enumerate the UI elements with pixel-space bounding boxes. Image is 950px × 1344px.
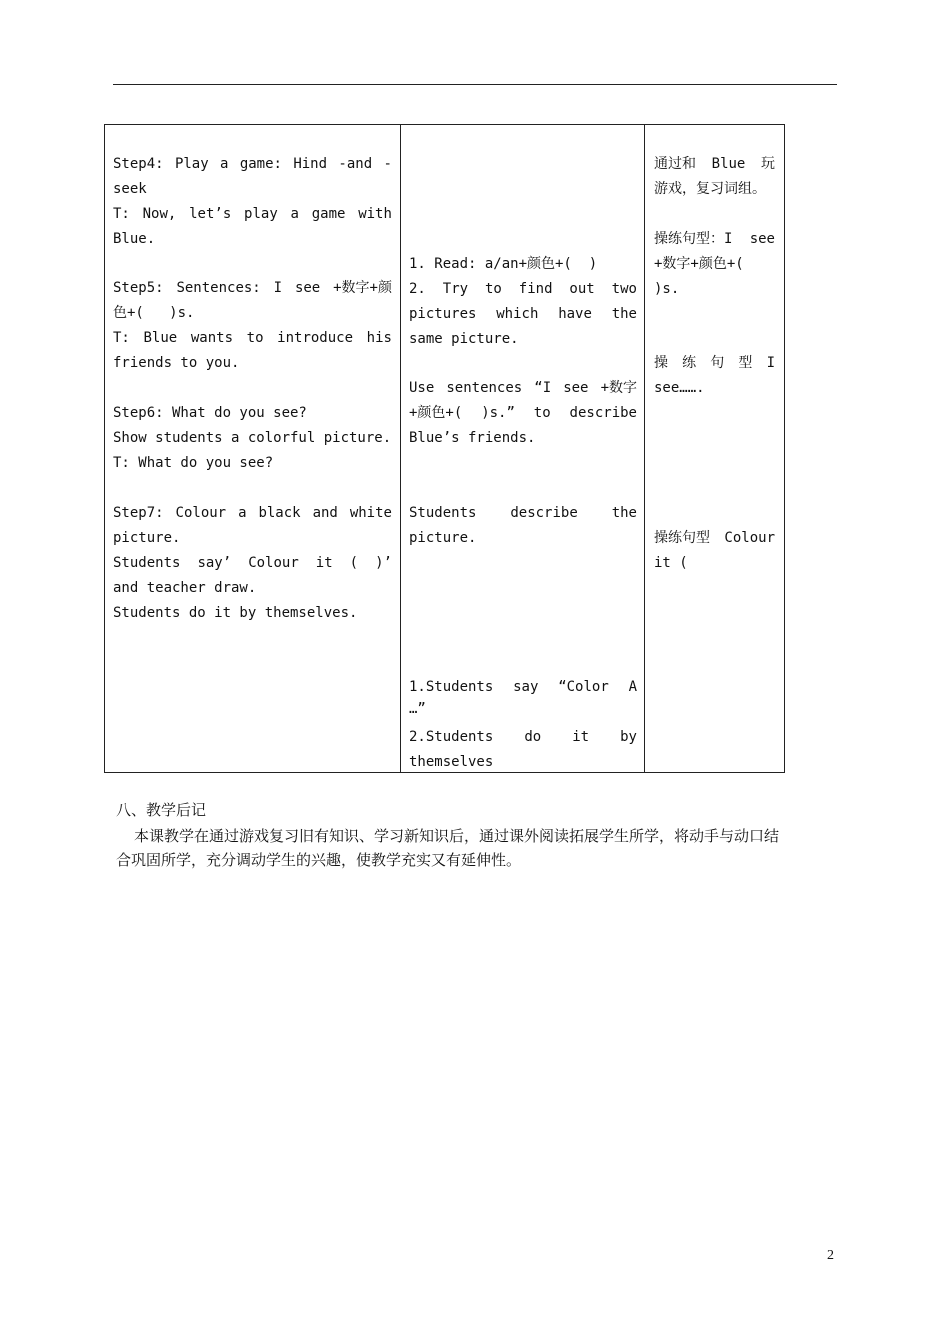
- page-number: 2: [827, 1248, 834, 1263]
- col2-text-line: Blue’s friends.: [409, 430, 536, 446]
- col1-text-line: Step5: Sentences: I see +数字+颜: [113, 280, 392, 296]
- purpose-column: [645, 125, 784, 772]
- col1-text-line: Students say’ Colour it ( )’: [113, 555, 392, 571]
- col3-text-line: 操 练 句 型 I: [654, 355, 775, 371]
- col2-text-line: 2. Try to find out two: [409, 281, 637, 297]
- col3-text-line: it (: [654, 555, 688, 571]
- col2-text-line: 1. Read: a/an+颜色+( ): [409, 256, 598, 272]
- col1-text-line: Blue.: [113, 231, 156, 247]
- reflection-paragraph-line: 合巩固所学，充分调动学生的兴趣，使教学充实又有延伸性。: [116, 851, 522, 869]
- col2-text-line: +颜色+( )s.” to describe: [409, 405, 637, 421]
- col1-text-line: picture.: [113, 530, 181, 546]
- col1-text-line: seek: [113, 181, 147, 197]
- col3-text-line: 通过和 Blue 玩: [654, 156, 775, 172]
- col1-text-line: and teacher draw.: [113, 580, 257, 596]
- teacher-activity-column: [105, 125, 401, 772]
- col2-text-line: same picture.: [409, 331, 519, 347]
- col2-text-line: themselves: [409, 754, 494, 770]
- col3-text-line: +数字+颜色+(: [654, 256, 744, 272]
- col1-text-line: Step6: What do you see?: [113, 405, 307, 421]
- col1-text-line: T: Now, let’s play a game with: [113, 206, 392, 222]
- col1-text-line: T: What do you see?: [113, 455, 274, 471]
- col3-text-line: 操练句型：I see: [654, 231, 775, 247]
- col2-text-line: Students describe the: [409, 505, 637, 521]
- col1-text-line: T: Blue wants to introduce his: [113, 330, 392, 346]
- col1-text-line: friends to you.: [113, 355, 240, 371]
- col3-text-line: 游戏，复习词组。: [654, 181, 766, 197]
- col2-text-line: …”: [409, 701, 426, 717]
- col1-text-line: Step4: Play a game: Hind -and -: [113, 156, 392, 172]
- col1-text-line: Students do it by themselves.: [113, 605, 358, 621]
- col3-text-line: )s.: [654, 281, 680, 297]
- lesson-table: [104, 124, 785, 773]
- col2-text-line: 2.Students do it by: [409, 729, 637, 745]
- col2-text-line: Use sentences “I see +数字: [409, 380, 637, 396]
- col2-text-line: picture.: [409, 530, 477, 546]
- col1-text-line: Show students a colorful picture.: [113, 430, 392, 446]
- student-activity-column: [401, 125, 645, 772]
- col1-text-line: 色+( )s.: [113, 305, 195, 321]
- col3-text-line: see…….: [654, 380, 705, 396]
- header-rule: [113, 84, 837, 85]
- col2-text-line: pictures which have the: [409, 306, 637, 322]
- col1-text-line: Step7: Colour a black and white: [113, 505, 392, 521]
- col3-text-line: 操练句型 Colour: [654, 530, 775, 546]
- col2-text-line: 1.Students say “Color A: [409, 679, 637, 695]
- reflection-paragraph-line: 本课教学在通过游戏复习旧有知识、学习新知识后，通过课外阅读拓展学生所学，将动手与动口结: [134, 827, 780, 845]
- section-title: 八、教学后记: [116, 801, 207, 819]
